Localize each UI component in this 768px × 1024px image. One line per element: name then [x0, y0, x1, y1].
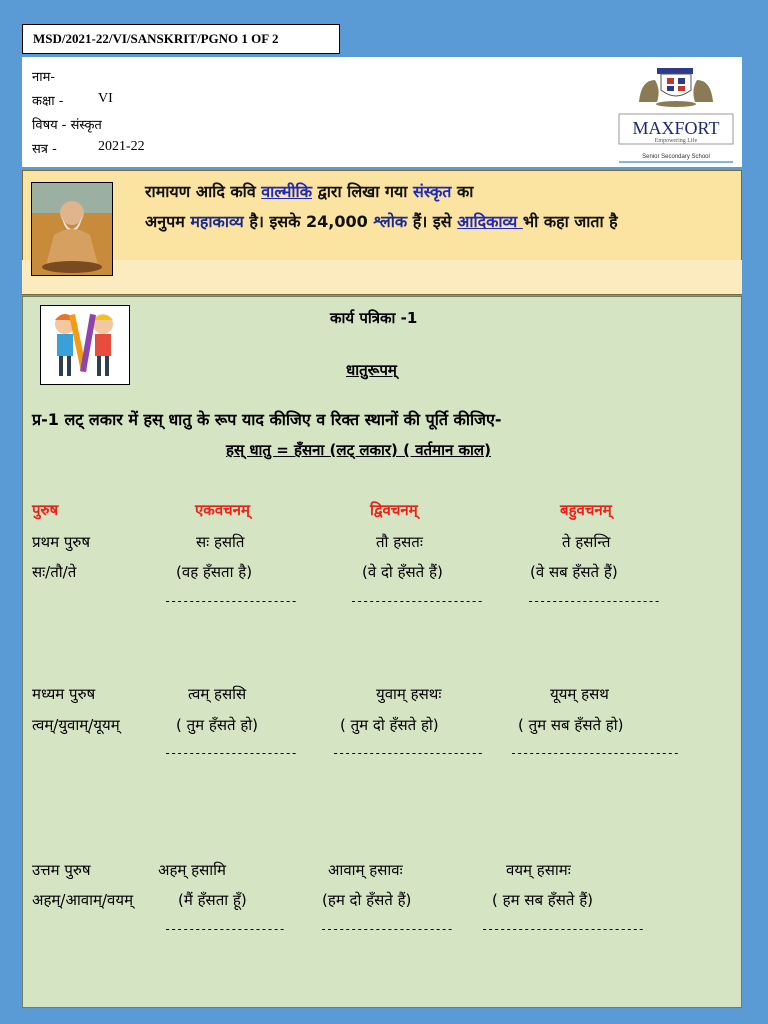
form-cell: त्वम् हससि [188, 685, 247, 703]
form-cell: वयम् हसामः [506, 861, 571, 879]
meaning-cell: ( तुम हँसते हो) [176, 716, 259, 734]
logo-tagline: Empowering Life [654, 138, 698, 144]
session-label: सत्र - [32, 142, 57, 157]
intro-line-1 [145, 180, 473, 202]
form-cell: आवाम् हसावः [328, 861, 403, 879]
form-cell: तौ हसतः [376, 533, 423, 551]
form-cell: यूयम् हसथ [550, 685, 609, 703]
header-bahuvachanam: बहुवचनम् [560, 501, 612, 519]
header-purush: पुरुष [32, 501, 59, 519]
subject-label: विषय - संस्कृत [32, 118, 102, 133]
worksheet-title: कार्य पत्रिका -1 [330, 309, 418, 327]
class-row [32, 91, 113, 109]
person-label: मध्यम पुरुष [32, 685, 96, 703]
answer-blank[interactable]: ------------------------- [332, 746, 483, 760]
answer-blank[interactable]: ---------------------------- [510, 746, 679, 760]
intro-line-2 [145, 210, 618, 232]
name-label: नाम- [32, 70, 56, 85]
valmiki-link: वाल्मीकि [261, 182, 312, 201]
meaning-cell: ( तुम दो हँसते हो) [340, 716, 439, 734]
intro-text: द्वारा लिखा गया [312, 182, 413, 201]
intro-text: हैं। इसे [407, 212, 458, 231]
meaning-cell: (मैं हँसता हूँ) [178, 891, 247, 909]
answer-blank[interactable]: ---------------------- [164, 746, 297, 760]
person-label: उत्तम पुरुष [32, 861, 91, 879]
worksheet-subtitle: धातुरूपम् [346, 361, 397, 379]
meaning-cell: (हम दो हँसते हैं) [322, 891, 412, 909]
banner-lower-strip [22, 260, 742, 294]
form-cell: युवाम् हसथः [376, 685, 442, 703]
header-dvivachanam: द्विवचनम् [370, 501, 418, 519]
school-crest-icon [617, 66, 735, 164]
intro-text: रामायण आदि कवि [145, 182, 262, 201]
pronoun-label: त्वम्/युवाम्/यूयम् [32, 716, 120, 734]
meaning-cell: (वे सब हँसते हैं) [530, 563, 618, 581]
sage-illustration-icon [32, 183, 112, 275]
kids-pencils-icon [41, 306, 129, 384]
pronoun-label: सः/तौ/ते [32, 563, 77, 581]
session-value: 2021-22 [98, 139, 145, 154]
answer-blank[interactable]: ---------------------- [350, 594, 483, 608]
logo-subtitle: Senior Secondary School [642, 154, 710, 160]
meaning-cell: ( हम सब हँसते हैं) [492, 891, 594, 909]
meaning-cell: (वह हँसता है) [176, 563, 253, 581]
school-logo [617, 66, 735, 164]
form-cell: अहम् हसामि [158, 861, 227, 879]
answer-blank[interactable]: -------------------- [164, 922, 285, 936]
document-code-label: MSD/2021-22/VI/SANSKRIT/PGNO 1 OF 2 [22, 24, 340, 54]
shlok-word: श्लोक [373, 212, 408, 231]
kids-pencils-picture [40, 305, 130, 385]
class-label: कक्षा - [32, 94, 64, 109]
class-value: VI [98, 91, 113, 106]
session-row [32, 139, 145, 157]
meaning-cell: (वे दो हँसते हैं) [362, 563, 443, 581]
pronoun-label: अहम्/आवाम्/वयम् [32, 891, 134, 909]
answer-blank[interactable]: --------------------------- [481, 922, 644, 936]
mahakavya-word: महाकाव्य [190, 212, 244, 231]
intro-text: है। इसके 24,000 [243, 212, 374, 231]
answer-blank[interactable]: ---------------------- [164, 594, 297, 608]
adikavya-link: आदिकाव्य [457, 212, 523, 231]
logo-name: MAXFORT [632, 118, 720, 138]
question-text: प्र-1 लट् लकार में हस् धातु के रूप याद कीजिए व रिक्त स्थानों की पूर्ति कीजिए- [32, 410, 502, 429]
answer-blank[interactable]: ---------------------- [527, 594, 660, 608]
answer-blank[interactable]: ---------------------- [320, 922, 453, 936]
valmiki-picture [31, 182, 113, 276]
header-ekavachanam: एकवचनम् [195, 501, 250, 519]
sanskrit-word: संस्कृत [412, 182, 452, 201]
dhatu-line: हस् धातु = हँसना (लट् लकार) ( वर्तमान काल) [226, 441, 491, 459]
form-cell: सः हसति [196, 533, 245, 551]
intro-text: अनुपम [145, 212, 191, 231]
meaning-cell: ( तुम सब हँसते हो) [518, 716, 624, 734]
intro-text: का [451, 182, 474, 201]
form-cell: ते हसन्ति [562, 533, 611, 551]
person-label: प्रथम पुरुष [32, 533, 91, 551]
intro-text: भी कहा जाता है [522, 212, 618, 231]
